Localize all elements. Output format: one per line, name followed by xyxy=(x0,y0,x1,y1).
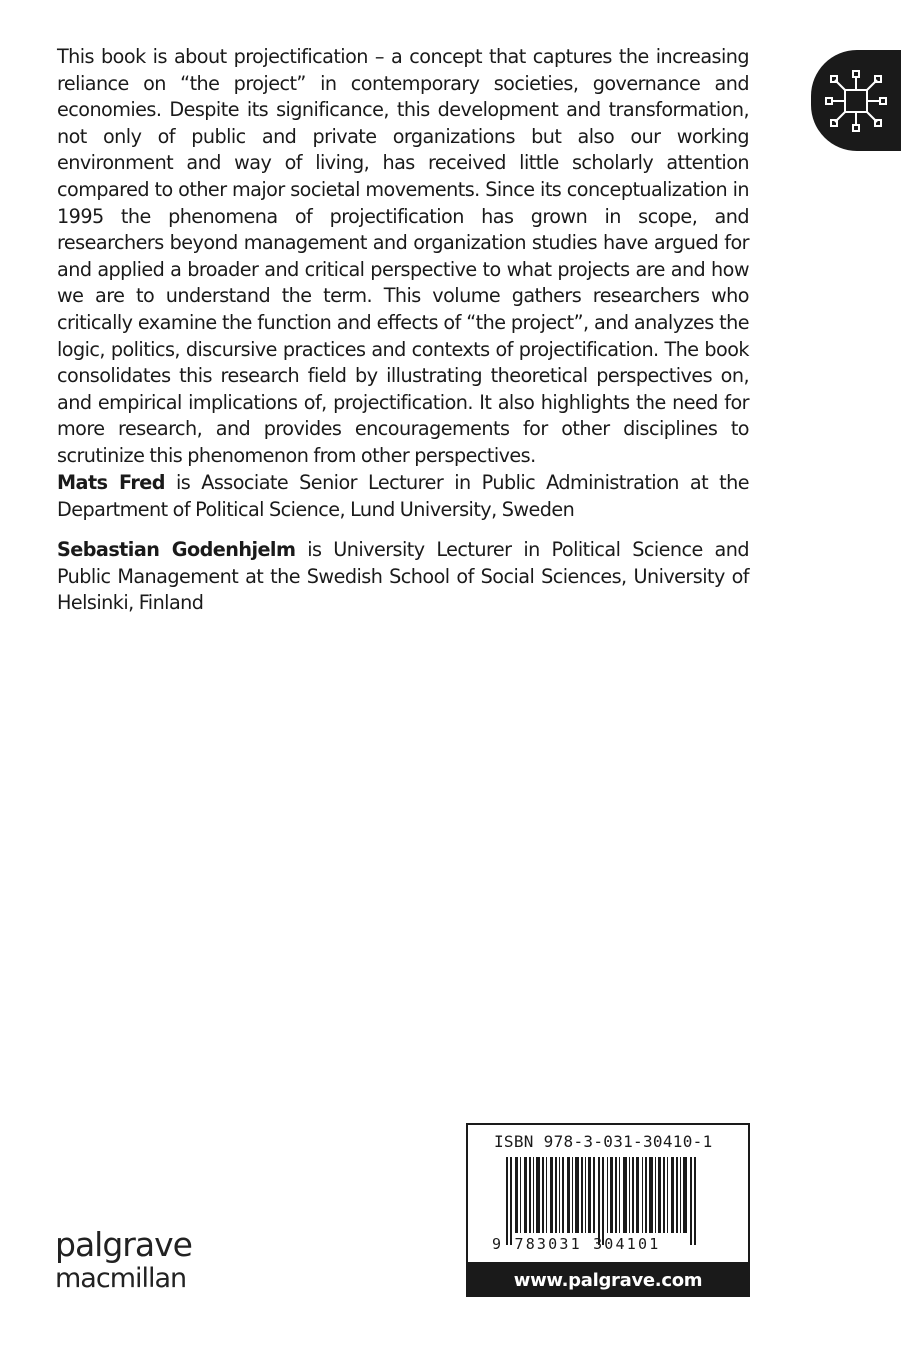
isbn-label: ISBN 978-3-031-30410-1 xyxy=(494,1132,713,1151)
back-cover-blurb: This book is about projectification – a concept that captures the increasing reliance on “the project” in contemporary societies, governance and economies. Despite its significance, this development and transformation, not only of public and private organizations but also our working environment and way of living, has received little scholarly attention compared to other major societal movements. Since its conceptualization in 1995 the phenomena of projectification has grown in scope, and researchers beyond management and organization studies have argued for and applied a broader and critical perspective to what projects are and how we are to understand the term. This volume gathers researchers who critically examine the function and effects of “the project”, and analyzes the logic, politics, discursive practices and contexts of projectification. The book consolidates this research field by illustrating theoretical perspectives on, and empirical implications of, projectification. It also highlights the need for more research, and provides encouragements for other disciplines to scrutinize this phenomenon from other perspectives. xyxy=(57,45,749,467)
author-name-1: Mats Fred xyxy=(57,471,165,494)
barcode-digits: 9 783031 304101 xyxy=(492,1235,661,1253)
logo-palgrave: palgrave xyxy=(55,1225,192,1264)
author-bio-2 xyxy=(57,537,749,617)
publisher-logo xyxy=(55,1225,192,1296)
network-node-icon xyxy=(825,70,887,132)
author-bio-text-2: is University Lecturer in Political Science and Public Management at the Swedish School of Social Sciences, University of Helsinki, Finland xyxy=(57,538,749,615)
author-bio-1 xyxy=(57,470,749,523)
author-bio-text-1: is Associate Senior Lecturer in Public Administration at the Department of Political Science, Lund University, Sweden xyxy=(57,471,749,521)
series-badge xyxy=(811,50,901,151)
logo-macmillan: macmillan xyxy=(55,1263,187,1294)
isbn-barcode xyxy=(466,1123,750,1264)
author-name-2: Sebastian Godenhjelm xyxy=(57,538,296,561)
publisher-url: www.palgrave.com xyxy=(466,1264,750,1297)
